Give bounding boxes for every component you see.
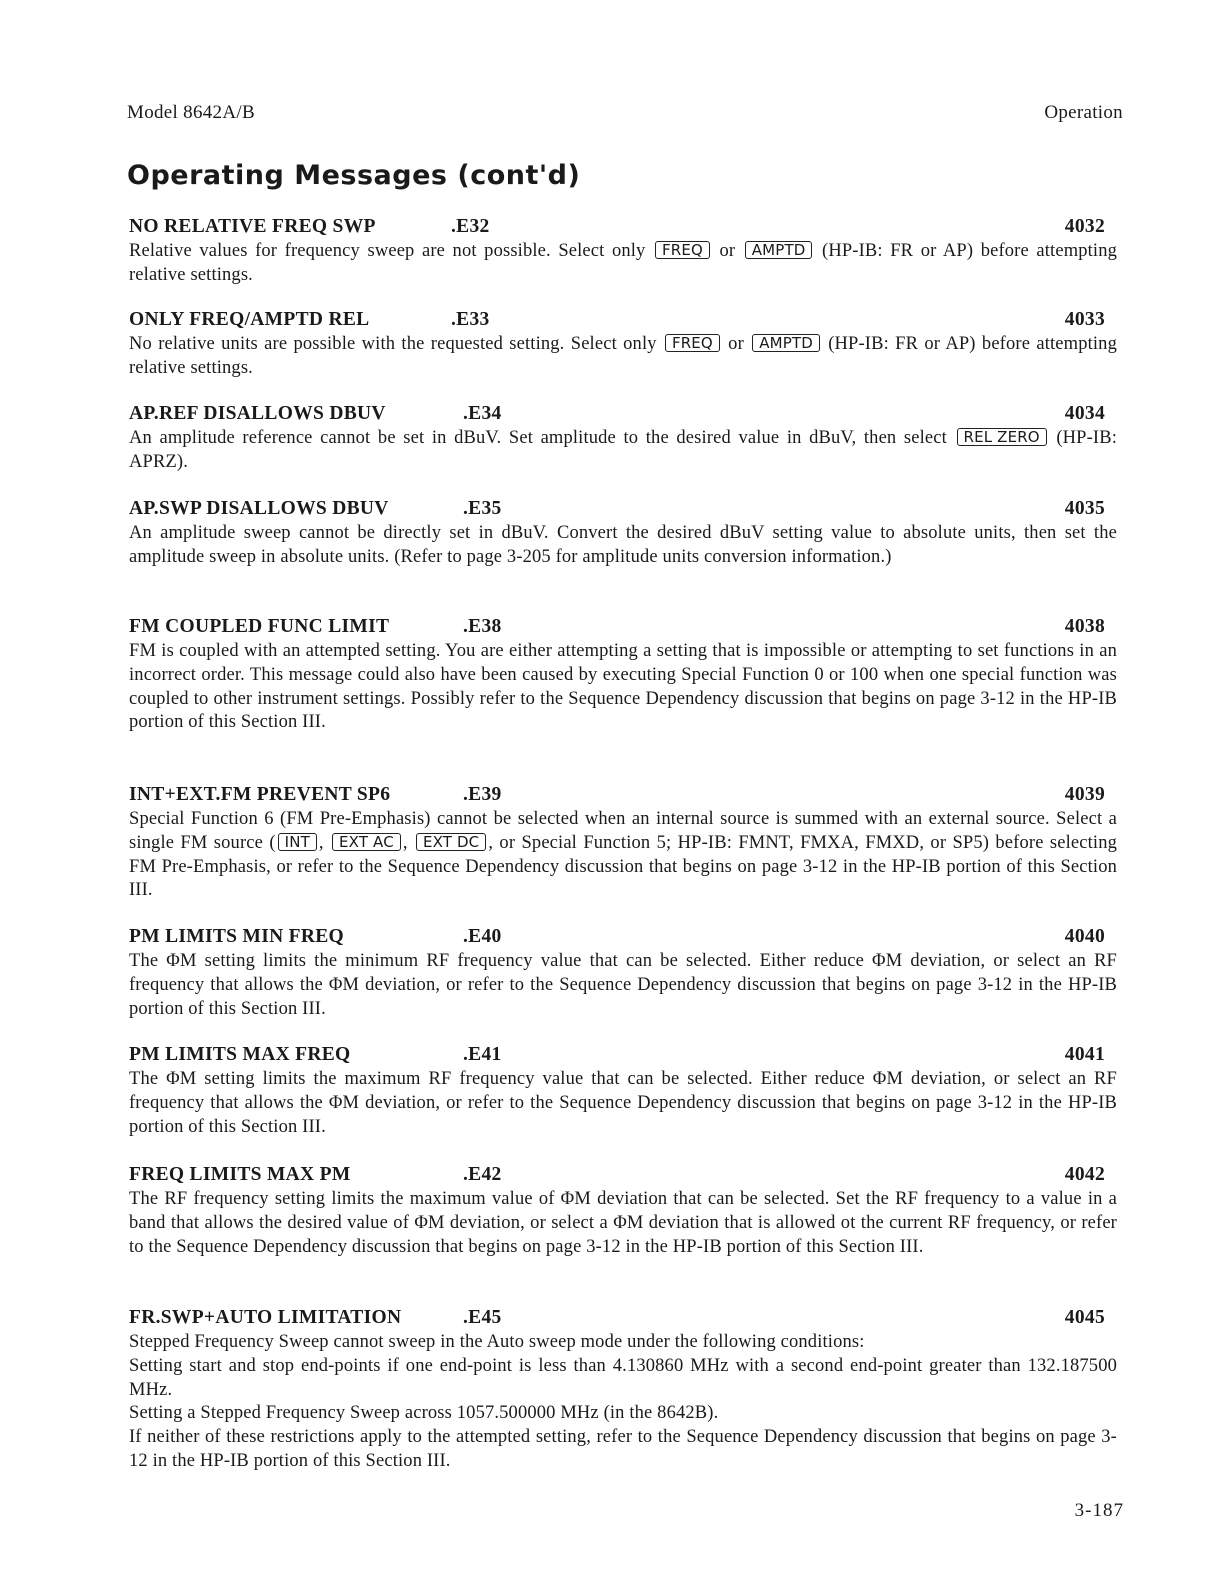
description-line: Setting start and stop end-points if one end-point is less than 4.130860 MHz with a second end-point greater than 132.187500 MHz. bbox=[129, 1355, 1117, 1400]
page-title: Operating Messages (cont'd) bbox=[127, 160, 581, 191]
message-number: 4045 bbox=[1064, 1307, 1105, 1328]
freq-key: FREQ bbox=[665, 334, 720, 352]
message-number: 4041 bbox=[1064, 1044, 1105, 1065]
running-header-model: Model 8642A/B bbox=[127, 102, 255, 123]
message-description bbox=[129, 1331, 1117, 1474]
message-name: ONLY FREQ/AMPTD REL bbox=[129, 309, 370, 330]
description-text: The ΦM setting limits the maximum RF frequency value that can be selected. Either reduce ΦM deviation, or select an RF frequency that allows the ΦM deviation, or refer to the Sequence Dependency discussion that begins on page 3-12 in the HP-IB portion of this Section III. bbox=[129, 1069, 1117, 1137]
message-description bbox=[129, 950, 1117, 1021]
message-description bbox=[129, 240, 1117, 288]
message-description bbox=[129, 522, 1117, 570]
running-header-section: Operation bbox=[1044, 102, 1123, 123]
message-number: 4033 bbox=[1064, 309, 1105, 330]
ext-dc-key: EXT DC bbox=[416, 833, 486, 851]
message-code: .E40 bbox=[463, 926, 502, 947]
description-text: FM is coupled with an attempted setting. You are either attempting a setting that is impossible or attempting to set functions in an incorrect order. This message could also have been caused by executing Special Function 0 or 100 when one special function was coupled to other instrument settings. Possibly refer to the Sequence Dependency discussion that begins on page 3-12 in the HP-IB portion of this Section III. bbox=[129, 641, 1117, 733]
description-text: or bbox=[728, 334, 744, 354]
freq-key: FREQ bbox=[655, 241, 710, 259]
description-text: An amplitude sweep cannot be directly set in dBuV. Convert the desired dBuV setting value to absolute units, then set the amplitude sweep in absolute units. (Refer to page 3-205 for amplitude units conversion information.) bbox=[129, 523, 1117, 567]
message-4040 bbox=[129, 926, 1117, 1021]
message-code: .E35 bbox=[463, 498, 502, 519]
message-description bbox=[129, 333, 1117, 381]
description-text: (HP-IB: FR or AP) before attempting relative settings. bbox=[129, 334, 1117, 378]
description-text: (HP-IB: APRZ). bbox=[129, 428, 1118, 472]
description-text: Special Function 6 (FM Pre-Emphasis) cannot be selected when an internal source is summed with an external source. Select a single FM source ( bbox=[129, 809, 1117, 853]
message-code: .E34 bbox=[463, 403, 502, 424]
message-4045 bbox=[129, 1307, 1117, 1474]
message-name: FM COUPLED FUNC LIMIT bbox=[129, 616, 390, 637]
message-name: FREQ LIMITS MAX PM bbox=[129, 1164, 351, 1185]
message-name: AP.REF DISALLOWS DBUV bbox=[129, 403, 386, 424]
message-4041 bbox=[129, 1044, 1117, 1139]
message-description bbox=[129, 808, 1117, 903]
amptd-key: AMPTD bbox=[745, 241, 813, 259]
description-line: Stepped Frequency Sweep cannot sweep in the Auto sweep mode under the following conditions: bbox=[129, 1332, 865, 1352]
message-name: AP.SWP DISALLOWS DBUV bbox=[129, 498, 389, 519]
description-text: , bbox=[402, 832, 408, 853]
message-code: .E45 bbox=[463, 1307, 502, 1328]
message-description bbox=[129, 1068, 1117, 1139]
page-number: 3-187 bbox=[1074, 1500, 1124, 1521]
message-description bbox=[129, 1188, 1117, 1259]
message-code: .E32 bbox=[451, 216, 490, 237]
ext-ac-key: EXT AC bbox=[332, 833, 401, 851]
message-4042 bbox=[129, 1164, 1117, 1259]
message-number: 4035 bbox=[1064, 498, 1105, 519]
description-text: An amplitude reference cannot be set in dBuV. Set amplitude to the desired value in dBuV, then select bbox=[129, 428, 947, 448]
description-text: (HP-IB: FR or AP) before attempting relative settings. bbox=[129, 241, 1118, 285]
message-4032 bbox=[129, 216, 1117, 288]
description-line: If neither of these restrictions apply to the attempted setting, refer to the Sequence Dependency discussion that begins on page 3-12 in the HP-IB portion of this Section III. bbox=[129, 1427, 1117, 1471]
description-text: The RF frequency setting limits the maximum value of ΦM deviation that can be selected. Set the RF frequency to a value in a band that allows the desired value of ΦM deviation, or select a ΦM deviation that is allowed ot the current RF frequency, or refer to the Sequence Dependency discussion that begins on page 3-12 in the HP-IB portion of this Section III. bbox=[129, 1189, 1117, 1257]
message-number: 4034 bbox=[1064, 403, 1105, 424]
description-text: or bbox=[719, 241, 736, 261]
description-text: No relative units are possible with the requested setting. Select only bbox=[129, 334, 657, 354]
message-description bbox=[129, 427, 1117, 475]
int-key: INT bbox=[278, 833, 317, 851]
message-name: PM LIMITS MIN FREQ bbox=[129, 926, 345, 947]
message-name: INT+EXT.FM PREVENT SP6 bbox=[129, 784, 391, 805]
message-number: 4038 bbox=[1064, 616, 1105, 637]
description-text: The ΦM setting limits the minimum RF frequency value that can be selected. Either reduce ΦM deviation, or select an RF frequency that allows the ΦM deviation, or refer to the Sequence Dependency discussion that begins on page 3-12 in the HP-IB portion of this Section III. bbox=[129, 951, 1117, 1019]
message-code: .E41 bbox=[463, 1044, 502, 1065]
message-number: 4042 bbox=[1064, 1164, 1105, 1185]
message-number: 4040 bbox=[1064, 926, 1105, 947]
message-number: 4032 bbox=[1064, 216, 1105, 237]
rel-zero-key: REL ZERO bbox=[957, 428, 1047, 446]
message-code: .E39 bbox=[463, 784, 502, 805]
message-4038 bbox=[129, 616, 1117, 735]
message-4035 bbox=[129, 498, 1117, 570]
description-text: , bbox=[318, 832, 324, 853]
message-name: FR.SWP+AUTO LIMITATION bbox=[129, 1307, 402, 1328]
amptd-key: AMPTD bbox=[752, 334, 820, 352]
message-4039 bbox=[129, 784, 1117, 903]
message-name: PM LIMITS MAX FREQ bbox=[129, 1044, 351, 1065]
message-code: .E38 bbox=[463, 616, 502, 637]
description-line: Setting a Stepped Frequency Sweep across 1057.500000 MHz (in the 8642B). bbox=[129, 1403, 719, 1424]
message-4033 bbox=[129, 309, 1117, 381]
description-text: , or Special Function 5; HP-IB: FMNT, FMXA, FMXD, or SP5) before selecting FM Pre-Emphasis, or refer to the Sequence Dependency discussion that begins on page 3-12 in the HP-IB portion of this Section III. bbox=[129, 832, 1117, 901]
message-name: NO RELATIVE FREQ SWP bbox=[129, 216, 376, 237]
message-description bbox=[129, 640, 1117, 735]
message-code: .E42 bbox=[463, 1164, 502, 1185]
message-code: .E33 bbox=[451, 309, 490, 330]
description-text: Relative values for frequency sweep are not possible. Select only bbox=[129, 241, 646, 261]
message-4034 bbox=[129, 403, 1117, 475]
message-number: 4039 bbox=[1064, 784, 1105, 805]
